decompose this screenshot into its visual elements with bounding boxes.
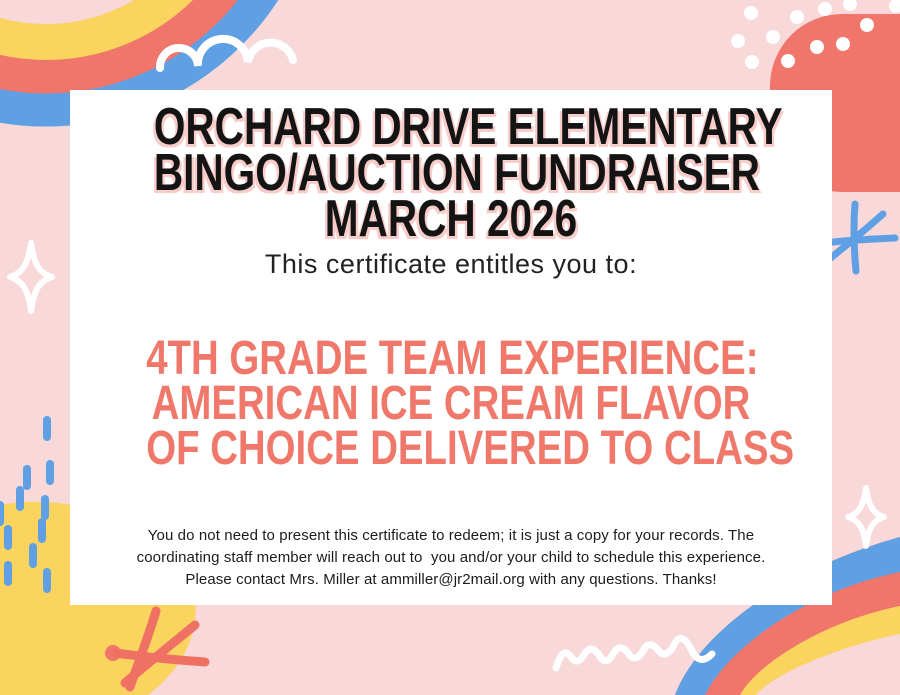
sparkle-icon [848,488,884,546]
redemption-note-line-2: coordinating staff member will reach out to you and/or your child to schedule this experience. [136,549,766,566]
title-line-2: BINGO/AUCTION FUNDRAISER [153,144,760,202]
certificate-subtitle: This certificate entitles you to: [264,249,638,279]
certificate-card [70,90,832,605]
blue-asterisk-icon [823,204,895,271]
sparkle-icon [10,243,52,311]
redemption-note-line-3: Please contact Mrs. Miller at ammiller@jr2mail.org with any questions. Thanks! [185,571,717,588]
prize-line-2: AMERICAN ICE CREAM FLAVOR [151,377,751,430]
title-line-1: ORCHARD DRIVE ELEMENTARY [153,98,783,156]
redemption-note-line-1: You do not need to present this certificate to redeem; it is just a copy for your records. The [147,527,755,544]
prize-line-3: OF CHOICE DELIVERED TO CLASS [146,422,795,475]
prize-description [146,332,795,475]
redemption-note [70,525,832,591]
title-line-3: MARCH 2026 [324,190,578,248]
prize-line-1: 4TH GRADE TEAM EXPERIENCE: [146,332,759,385]
certificate-title [153,98,783,248]
zigzag-squiggle-icon [556,638,712,668]
